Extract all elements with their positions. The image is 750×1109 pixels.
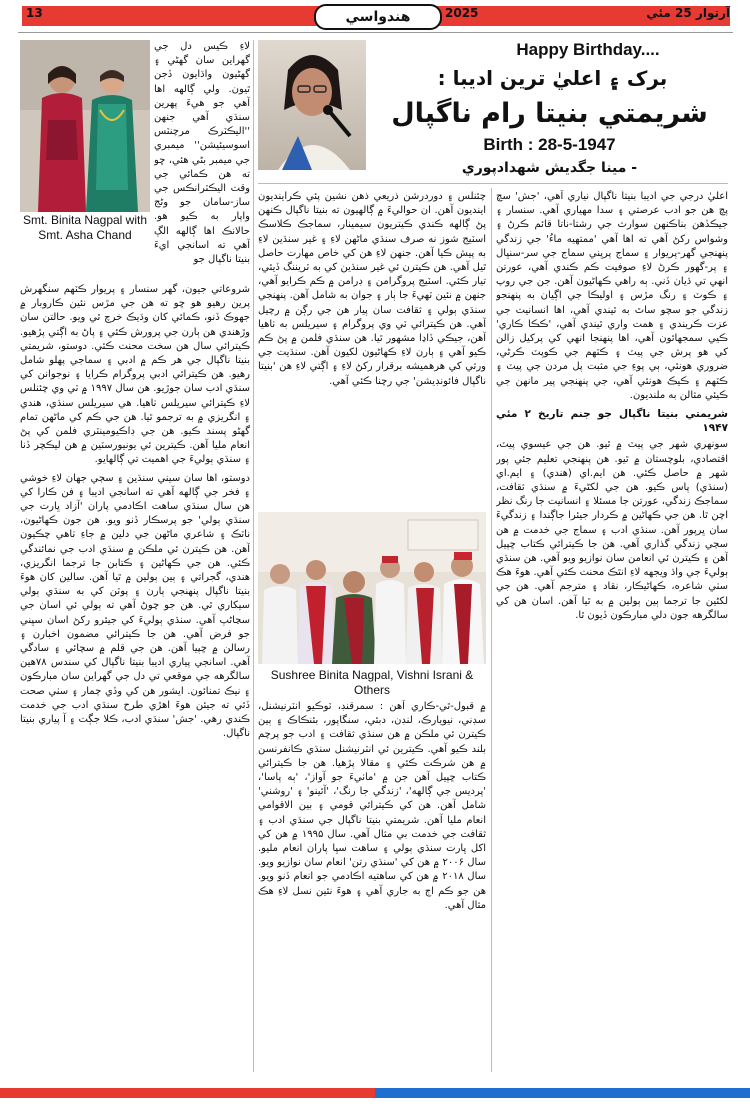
article-author: - مينا جگديش شهدادپوري <box>461 160 638 176</box>
happy-birthday-heading: Happy Birthday.... <box>516 40 660 59</box>
column-left-top <box>154 40 250 280</box>
paragraph: چئنلس ۽ دوردرشن ذريعي ذهن نشين پئي ڪراينديون اينديون آهن. ان حواليءَ ۾ ڳالهيون ته بنيتا ناگپال ڪنهن پڻ ڳالهه ڪندي ڪيتريون سيمينار، سماجڪ ڪلاسڪ اسٽيج شوز نه صرف سنڌي ماڻهن لاءِ ۽ غير سنڌين لاءِ به پيش ڪيا آهن. جنهن لاءِ هن کي خاص مهارت حاصل ٿيل آهي. هن ڪيترن ئي غير سنڌين کي به ٽريننگ ڏيئي، تيار ڪئي. اسٽيج پروگرامن ۽ ڊرامن ۾ ڪم ڪرايو آهي، جنهن ۾ نئين ٽهيءَ جا ٻار ۽ جوان به شامل آهن. پنهنجي سنڌي ٻولي ۽ ثقافت سان پيار هن جي رڳن ۾ رچيل آهي. هن ڪيترائي ٽي وي پروگرام ۽ سيريلس به ٺاهيا آهن، جيڪي ڏاڍا مشهور ٿيا. هن سنڌي فلمن ۾ پڻ ڪم ڪيو آهي ۽ ٻارن لاءِ ڪهاڻيون لکيون آهن. سنڌيت جي ورثي کي هرهميشه برقرار رکڻ لاءِ ۽ اڳتي لاءِ هن 'بنيتا ناگپال فائونڊيشن' جي رچنا ڪئي آهي. <box>258 191 486 387</box>
photo-binita-portrait <box>258 40 366 170</box>
header-bar-left <box>22 6 322 26</box>
paragraph: لاءِ ڪيس دل جي گهراين سان گهڻي ۽ گهڻيون واڌايون ڏجن ٿيون. ولي ڳالهه اها آهي جو هيءَ پهرين سنڌي آهي جنهن ''اليڪٽرڪ مرچنٽس اسوسيئيشن'' ميمبري جي ميمبر بڻي هئي، ڇو ته هن ڪمائي جي وقت اليڪٽرانڪس جي ساز-سامان جو وڻج واپار به ڪيو هو. حالانڪ اها ڳالهه الڳ آهي ته اسانجي ايءَ بنيتا ناگپال جو <box>154 41 250 266</box>
photo-binita-with-asha-chand <box>20 40 150 212</box>
footer-bar-red <box>0 1088 375 1098</box>
column-middle-bottom <box>258 700 486 1075</box>
footer-bar-blue <box>375 1088 750 1098</box>
paragraph: سونهري شهر جي پيٽ ۾ ٿيو. هن جي عيسوي پيٽ، اقتصادي، بلوچستان ۾ ٿيو. هن پنهنجي تعليم جئي پور شهر ۾ حاصل ڪئي. هن ايم.اي (هندي) ۽ ايم.اي (سنڌي) پاس ڪيو. هن جي لکڻيءَ ۾ سنڌي ثقافت، سماجڪ زندگي، عورتن جا مسئلا ۽ انسانيت جا رنگ نظر اچن ٿا. هن جي ڪهاڻين ۾ ڪردار جيئرا جاڳندا ۽ زندگيءَ سان ڀرپور آهن. سنڌي ادب ۽ سماج جي خدمت ۾ هن سڄي زندگي گذاري آهي. هن جا ڪيترائي ڪتاب ڇپيل آهن ۽ ڪيترن ئي انعامن سان نوازيو ويو آهي. هن سنڌي ٻوليءَ جي واڌ ويجهه لاءِ انٿڪ محنت ڪئي آهي. هوءَ هڪ سٺي شاعره، ڪهاڻيڪار، نقاد ۽ مترجم آهي. هن جي لکڻين جا ترجما ٻين ٻولين ۾ به ٿيا آهن. اسان هن کي سالگرهه جون دلي مبارڪون ڏيون ٿا. <box>496 439 728 621</box>
column-right <box>496 190 728 1075</box>
newspaper-logo: هندواسي <box>314 4 442 30</box>
column-left <box>20 283 250 1075</box>
page-header <box>0 0 750 32</box>
issue-year: 2025 <box>445 6 479 20</box>
column-middle-top <box>258 190 486 510</box>
portrait-illustration <box>258 40 366 170</box>
page-number: 13 <box>26 6 43 20</box>
photo-event-group <box>258 512 486 664</box>
headline-kicker: برک ۽ اعليٰ ترين اديبا : <box>437 66 668 90</box>
header-divider <box>18 32 733 33</box>
subheading-birth: شريمتي بنيتا ناگپال جو جنم تاريخ ۲ مئي ۱۹۴۷ <box>496 408 728 435</box>
event-illustration <box>258 512 486 664</box>
paragraph: شروعاتي جيون، گهر سنسار ۽ پريوار ڪٽهم سنگهرش پرين رهيو هو ڇو ته هن جي مڙس نئين ڪاروبار ۾ جهوڪ ڏنو، ڪمائي کان وڌيڪ خرچ ٿي ويو. حالتن سان وڙهندي هن ٻارن جي پرورش ڪئي ۽ پاڻ به اڳتي پڙهيو. ڪيترائي سال هن سخت محنت ڪئي. دوستو، شريمتي بنيتا ناگپال جي هر ڪم ۾ ادبي ۽ سماجي پهلو شامل رهيو. هن ڪيترائي ادبي پروگرام ڪرايا ۽ نوجوانن کي سنڌي ادب سان جوڙيو. هن سال ۱۹۹۷ ۾ ٽي وي چئنلس لاءِ ڪيترائي سيريلس ٺاهيا. هي سيريلس سنڌي، هندي ۽ انگريزي ۾ به ترجمو ٿيا. هن جي ڪم کي ماڻهن تمام گهڻو پسند ڪيو. هن جي ڊاڪيومينٽري فلمن کي پڻ انعام مليا آهن. ڪيترين ئي يونيورسٽين ۾ هن ليڪچر ڏنا ۽ سنڌي ٻوليءَ جي اهميت تي ڳالهايو. <box>20 284 250 466</box>
paragraph: ۾ قبول-ٿي-ڪاري آهن : سمرقنڊ، ٽوڪيو انٽرنيشنل، سڊني، نيويارڪ، لنڊن، دبئي، سنگاپور، بئنڪاڪ ۽ ٻين ڪيترن ئي ملڪن ۾ هن سنڌي ثقافت ۽ ادب جو پرچم بلند ڪيو آهي. ڪيترين ئي انٽرنيشنل سنڌي ڪانفرنسن ۾ هن شرڪت ڪئي ۽ مقالا پڙهيا. هن جا ڪيترائي ڪتاب ڇپيل آهن جن ۾ 'ماٺيءَ جو آواز'، 'ٻه پاسا'، 'پرديس جي ڳالهه'، 'زندگي جا رنگ'، 'آئينو' ۽ 'روشني' شامل آهن. هن کي ڪيترائي قومي ۽ بين الاقوامي انعام مليا آهن. شريمتي بنيتا ناگپال جي سنڌي ادب ۽ ثقافت جي خدمت بي مثال آهي. سال ۱۹۹۵ ۾ هن کي اکل ڀارت سنڌي ٻولي ۽ ساهت سڀا پاران انعام مليو. سال ۲۰۰۶ ۾ هن کي 'سنڌي رتن' انعام سان نوازيو ويو. سال ۲۰۱۸ ۾ هن کي ساهتيه اڪادمي جو انعام ڏنو ويو. هن جو ڪم اڄ به جاري آهي ۽ هوءَ نئين نسل لاءِ هڪ مثال آهي. <box>258 701 486 911</box>
caption-photo-event: Sushree Binita Nagpal, Vishni Israni & Others <box>270 668 474 697</box>
photo-women-illustration <box>20 40 150 212</box>
page-footer <box>0 1078 750 1109</box>
headline-name: شريمتي بنيتا رام ناگپال <box>391 98 708 129</box>
caption-photo-left: Smt. Binita Nagpal with Smt. Asha Chand <box>22 213 148 242</box>
birth-date: Birth : 28-5-1947 <box>483 135 616 154</box>
paragraph: دوستو، اها سان سيني سنڌين ۽ سڄي جهان لاءِ خوشي ۽ فخر جي ڳالهه آهي ته اسانجي اديبا ۽ فن ڪارا کي هن سال سنڌي ساهت اڪادمي پاران 'آزاد ڀارت جي سنڌي ٻولي' جو پرسڪار ڏنو ويو. هن جون ڪهاڻيون، ناٽڪ ۽ شاعري ماڻهن جي دلين ۾ جاءِ ٺاهي چڪيون آهن. هن ڪيترن ئي ملڪن ۾ سنڌي ادب جي نمائندگي ڪئي. هن جي ڪهاڻين ۽ ڪتابن جا ترجما انگريزي، هندي، گجراتي ۽ ٻين ٻولين ۾ ٿيا آهن. سالين کان هوءَ بنيتا ناگپال پنهنجي ٻارن ۽ پوٽن کي به سنڌي ٻولي سيکاري ٿي. هن جو چوڻ آهي ته ٻولي ئي اسان جي سڃاڻپ آهي. سنڌي ٻوليءَ کي جيئرو رکڻ اسان سڀني جو فرض آهي. هن جا ڪيترائي مضمون اخبارن ۽ رسالن ۾ ڇپيا آهن. هن جي قلم ۾ سچائي ۽ سادگي آهي. اسانجي پياري اديبا بنيتا ناگپال کي سندس ۷۸هين سالگرهه جي موقعي تي دل جي گهراين سان مبارڪون ۽ نيڪ تمنائون. ايشور هن کي وڏي ڄمار ۽ سٺي صحت ڏئي ته جيئن هوءَ اهڙي طرح سنڌي ادب جي خدمت ڪندي رهي. 'جش' سنڌي ادب، ڪلا جڳت ۽ آ پياري بنيتا ناگپال. <box>20 472 250 740</box>
headline-rule <box>258 183 728 184</box>
column-rule-right <box>491 188 492 1072</box>
column-rule-left <box>253 40 254 1072</box>
paragraph: اعليٰ درجي جي اديبا بنيتا ناگپال نياري آهي، 'جش' سچ پچ هن جو ادب عرصتي ۽ سدا مهياري آهي. سنسار ۽ جيڪڏهن بناڪنهن سوارث جي رشتا-ناتا قائم ڪرڻ ۽ وشواس رکڻ آهي ته اها آهي 'ممتهيه ماءُ' جي زندگي پنهنجي گهر-پريوار ۽ سماج پرڀني سماج جي سر-سنڀال ۽ پر-گهور ڪرڻ لاءِ صوفيت ڪم ڪندي آهي، عورتن انهي تي ڌيان ڏني. ٻه راهي ڪهاڻيون آهن. جن جي روپ ۽ ڪوٽ ۽ رنگ مڙس ۽ اوليڪا جي اڳيان به پنهنجو زندگي جو سچو ساٿ به ٿيندي آهي، اها انسانيت جي عزت ڪريندي ۽ همت واري ٿيندي آهي، 'ڪڪا ڪاري' ڪيي سمجهائون آهي، اها پنهنجا انهي کي پرکيل زالن کي هو پرش جي پيٽ ۽ ڪٽهم جي ڪوپٽ ڪرڻي، ضروري هونئي، ٻي پوءِ جي مثبت پل مردن جي پيٽ ۽ ڪٽهم ۽ ڪيڪ هونئي آهي، جي پنهنجي پير مانهن جي ڪيئي مثالن به ملنديون. <box>496 191 728 401</box>
issue-date: آرتوار 25 مئي <box>646 6 730 20</box>
